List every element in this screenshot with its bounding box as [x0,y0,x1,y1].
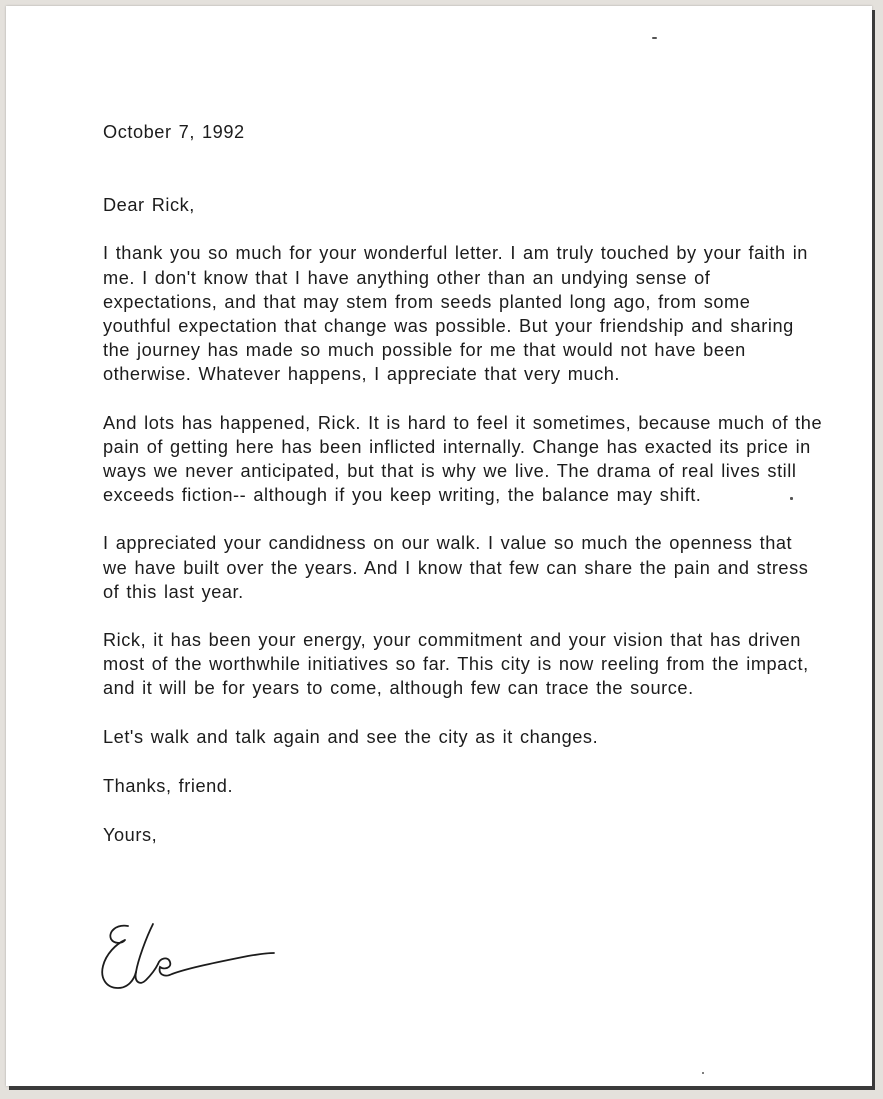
letter-thanks-line: Thanks, friend. [103,775,234,796]
paper-speck [702,1072,704,1074]
letter-closing-line: Let's walk and talk again and see the city as it changes. [103,726,599,747]
letter-paragraph: I appreciated your candidness on our walk. I value so much the openness that we have built over the years. And I know that few can share the pain and stress of this last year. [103,533,809,602]
handwritten-signature [98,918,283,1000]
paper-speck [790,497,793,500]
paper-speck [652,37,657,39]
letter-paragraph: And lots has happened, Rick. It is hard to feel it sometimes, because much of the pain of getting here has been inflicted internally. Change has exacted its price in ways we never anticipated, but that is why we live. The drama of real lives still exceeds fiction-- although if you keep writing, the balance may shift. [103,412,823,506]
letter-salutation: Dear Rick, [103,195,195,216]
letter-date: October 7, 1992 [103,122,245,142]
letter-paragraph: Rick, it has been your energy, your commitment and your vision that has driven most of the worthwhile initiatives so far. This city is now reeling from the impact, and it will be for years to come, although few can trace the source. [103,630,809,699]
letter-paragraph: I thank you so much for your wonderful letter. I am truly touched by your faith in me. I don't know that I have anything other than an undying sense of expectations, and that may stem from seeds planted long ago, from some youthful expectation that change was possible. But your friendship and sharing the journey has made so much possible for me that would not have been otherwise. Whatever happens, I appreciate that very much. [103,243,808,385]
letter-body [103,120,823,847]
letter-page [6,6,872,1086]
letter-valediction: Yours, [103,825,158,846]
